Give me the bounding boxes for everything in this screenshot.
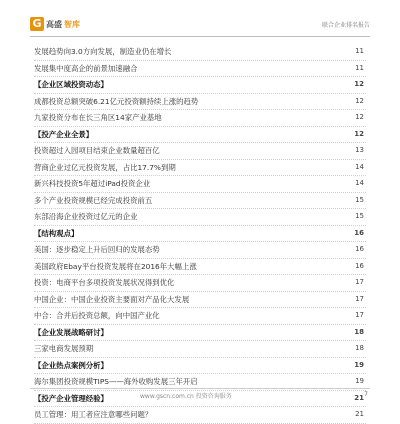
footer-url: www.gscn.com.cn 投资咨询服务 bbox=[140, 393, 232, 400]
toc-entry-title: 九家投资分布在长三角区14家产业基地 bbox=[34, 113, 162, 122]
toc-entry-title: 【投产企业管理经验】 bbox=[34, 393, 108, 403]
toc-entry-title: 【结构观点】 bbox=[34, 228, 79, 238]
logo-mark: G bbox=[30, 17, 44, 31]
toc-entry-title: 【企业区域投资动态】 bbox=[34, 80, 108, 89]
toc-entry-page: 18 bbox=[355, 344, 364, 352]
toc-entry-page: 11 bbox=[355, 47, 364, 55]
toc-entry[interactable] bbox=[34, 275, 366, 292]
toc-entry-page: 12 bbox=[355, 113, 364, 121]
toc-entry-page: 17 bbox=[355, 294, 364, 303]
toc-entry-page: 14 bbox=[355, 179, 364, 187]
toc-entry-title: 【企业发展战略研讨】 bbox=[34, 327, 108, 337]
header-title: 联合企业排名报告 bbox=[321, 22, 370, 29]
page-footer bbox=[30, 388, 370, 401]
toc-entry-title: 发展趋势向3.0方向发展，制造业仍在增长 bbox=[34, 47, 172, 56]
toc-entry-title: 【投产企业全景】 bbox=[34, 129, 94, 139]
toc-entry-page: 16 bbox=[355, 261, 364, 270]
toc-entry-title: 中合：合并后投资总额，向中国产业化 bbox=[34, 311, 160, 320]
toc-section-heading[interactable] bbox=[34, 226, 366, 243]
toc-entry[interactable] bbox=[34, 242, 366, 259]
toc-section-heading[interactable] bbox=[34, 77, 366, 94]
toc-entry[interactable] bbox=[34, 341, 366, 358]
toc-entry[interactable] bbox=[34, 193, 366, 210]
toc-entry[interactable] bbox=[34, 407, 366, 424]
toc-entry-page: 12 bbox=[354, 80, 364, 88]
table-of-contents bbox=[34, 44, 366, 424]
toc-entry-page: 14 bbox=[355, 162, 364, 171]
toc-entry-page: 21 bbox=[355, 410, 364, 418]
toc-entry[interactable] bbox=[34, 160, 366, 177]
logo-accent: 智库 bbox=[64, 19, 80, 29]
toc-entry-title: 投资：电商平台多项投资发展状况得到优化 bbox=[34, 278, 175, 287]
toc-entry-page: 12 bbox=[355, 96, 364, 105]
toc-entry[interactable] bbox=[34, 61, 366, 78]
toc-section-heading[interactable] bbox=[34, 325, 366, 342]
toc-entry-page: 11 bbox=[355, 63, 364, 72]
toc-entry-title: 营商企业过亿元投资发展，占比17.7%到期 bbox=[34, 162, 176, 172]
toc-entry-page: 12 bbox=[354, 129, 364, 138]
toc-entry-page: 16 bbox=[355, 245, 364, 253]
toc-entry-title: 投资超过入园项目结束企业数量超百亿 bbox=[34, 146, 160, 155]
toc-entry-page: 15 bbox=[355, 195, 364, 204]
toc-entry-page: 18 bbox=[354, 327, 364, 336]
toc-entry-title: 多个产业投资规模已经完成投资前五 bbox=[34, 195, 153, 205]
toc-entry-title: 中国企业：中国企业投资主要面对产品化大发展 bbox=[34, 294, 190, 304]
toc-entry-title: 东部沿海企业投资过亿元的企业 bbox=[34, 212, 138, 221]
toc-entry[interactable] bbox=[34, 176, 366, 193]
toc-entry[interactable] bbox=[34, 308, 366, 325]
toc-entry-title: 新兴科技投资5年超过iPad投资企业 bbox=[34, 179, 151, 188]
toc-entry-page: 15 bbox=[355, 212, 364, 220]
toc-entry[interactable] bbox=[34, 110, 366, 127]
toc-entry-title: 员工管理：用工者应注意哪些问题？ bbox=[34, 410, 153, 419]
toc-entry[interactable] bbox=[34, 44, 366, 61]
toc-entry-title: 海尔集团投资规模TIPS——海外收购发展三年开启 bbox=[34, 377, 198, 386]
toc-entry[interactable] bbox=[34, 209, 366, 226]
toc-entry-title: 美国：逐步稳定上升后回归的发展态势 bbox=[34, 245, 160, 254]
toc-entry-page: 19 bbox=[355, 377, 364, 385]
toc-entry[interactable] bbox=[34, 143, 366, 160]
toc-entry-page: 13 bbox=[355, 146, 364, 154]
toc-entry[interactable] bbox=[34, 259, 366, 276]
toc-entry-page: 19 bbox=[354, 360, 364, 369]
toc-entry-title: 美国政府Ebay平台投资发展将在2016年大幅上涨 bbox=[34, 261, 197, 271]
toc-entry-page: 21 bbox=[354, 393, 364, 402]
page-header bbox=[30, 14, 370, 37]
toc-entry-title: 发展集中度高企的前景加速融合 bbox=[34, 63, 138, 73]
toc-entry-page: 17 bbox=[355, 311, 364, 319]
page-number: 7 bbox=[364, 391, 368, 398]
toc-entry-title: 三家电商发展预期 bbox=[34, 344, 94, 353]
toc-section-heading[interactable] bbox=[34, 127, 366, 144]
toc-entry-page: 17 bbox=[355, 278, 364, 286]
toc-entry-title: 【企业热点案例分析】 bbox=[34, 360, 108, 370]
toc-entry-title: 成都投资总额突破6.21亿元投资额持续上涨的趋势 bbox=[34, 96, 199, 106]
toc-entry[interactable] bbox=[34, 292, 366, 309]
logo bbox=[30, 16, 80, 32]
toc-entry[interactable] bbox=[34, 94, 366, 111]
toc-entry-page: 16 bbox=[354, 228, 364, 237]
logo-text: 高盛 bbox=[46, 19, 62, 29]
toc-section-heading[interactable] bbox=[34, 358, 366, 375]
